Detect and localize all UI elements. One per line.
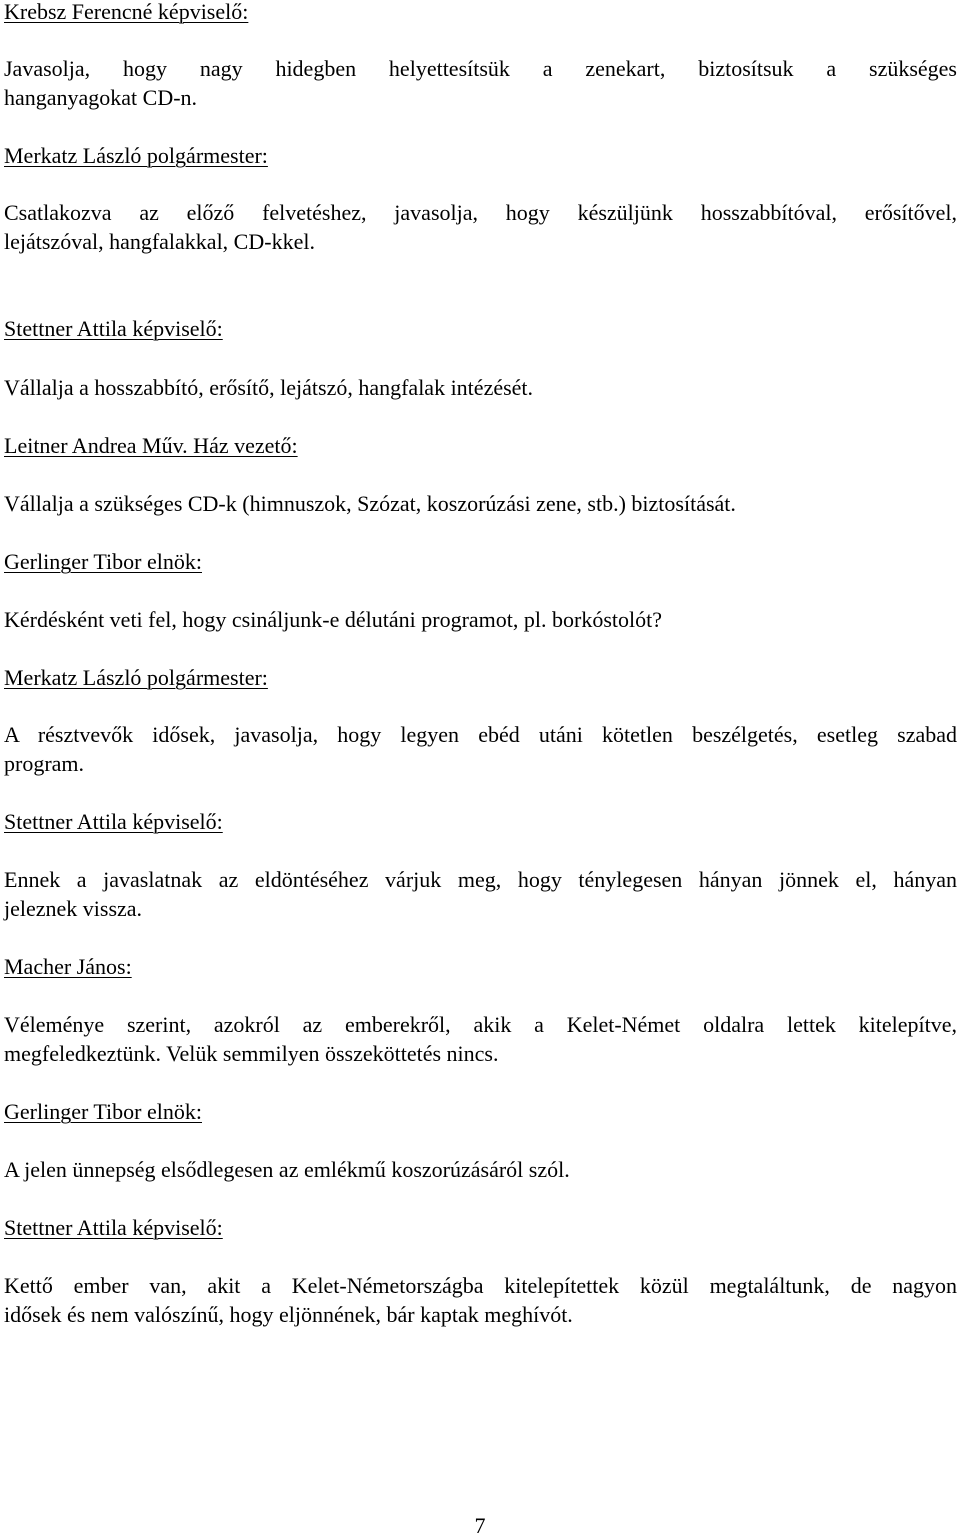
paragraph-line: Kérdésként veti fel, hogy csináljunk-e délutáni programot, pl. borkóstolót? [4,607,663,632]
paragraph-line: jeleznek vissza. [4,896,143,921]
paragraph-line: lejátszóval, hangfalakkal, CD-kkel. [4,229,315,254]
paragraph-line: Vállalja a szükséges CD-k (himnuszok, Szózat, koszorúzási zene, stb.) biztosítását. [4,491,736,516]
speaker-label: Macher János: [4,954,132,979]
paragraph-line: Véleménye szerint, azokról az emberekről, akik a Kelet-Német oldalra lettek kitelepítve, [4,1012,957,1037]
paragraph-line: idősek és nem valószínű, hogy eljönnének, bár kaptak meghívót. [4,1302,573,1327]
speaker-label: Krebsz Ferencné képviselő: [4,0,249,24]
speaker-label: Merkatz László polgármester: [4,665,268,690]
paragraph-line: Csatlakozva az előző felvetéshez, javasolja, hogy készüljünk hosszabbítóval, erősítővel, [4,200,957,225]
speaker-label: Gerlinger Tibor elnök: [4,1099,202,1124]
paragraph-line: Vállalja a hosszabbító, erősítő, lejátszó, hangfalak intézését. [4,375,534,400]
speaker-label: Gerlinger Tibor elnök: [4,549,202,574]
speaker-label: Leitner Andrea Műv. Ház vezető: [4,433,298,458]
paragraph-line: hanganyagokat CD-n. [4,85,198,110]
paragraph-line: program. [4,751,85,776]
speaker-label: Merkatz László polgármester: [4,143,268,168]
speaker-label: Stettner Attila képviselő: [4,1215,223,1240]
paragraph-line: Kettő ember van, akit a Kelet-Németországba kitelepítettek közül megtaláltunk, de nagyon [4,1273,957,1298]
paragraph-line: megfeledkeztünk. Velük semmilyen összeköttetés nincs. [4,1041,499,1066]
paragraph-line: Ennek a javaslatnak az eldöntéséhez várjuk meg, hogy ténylegesen hányan jönnek el, hányan [4,867,957,892]
speaker-label: Stettner Attila képviselő: [4,316,223,341]
paragraph-line: A jelen ünnepség elsődlegesen az emlékmű koszorúzásáról szól. [4,1157,570,1182]
paragraph-line: Javasolja, hogy nagy hidegben helyettesítsük a zenekart, biztosítsuk a szükséges [4,56,957,81]
page-number: 7 [474,1513,486,1538]
speaker-label: Stettner Attila képviselő: [4,809,223,834]
paragraph-line: A résztvevők idősek, javasolja, hogy legyen ebéd utáni kötetlen beszélgetés, esetleg szabad [4,722,957,747]
